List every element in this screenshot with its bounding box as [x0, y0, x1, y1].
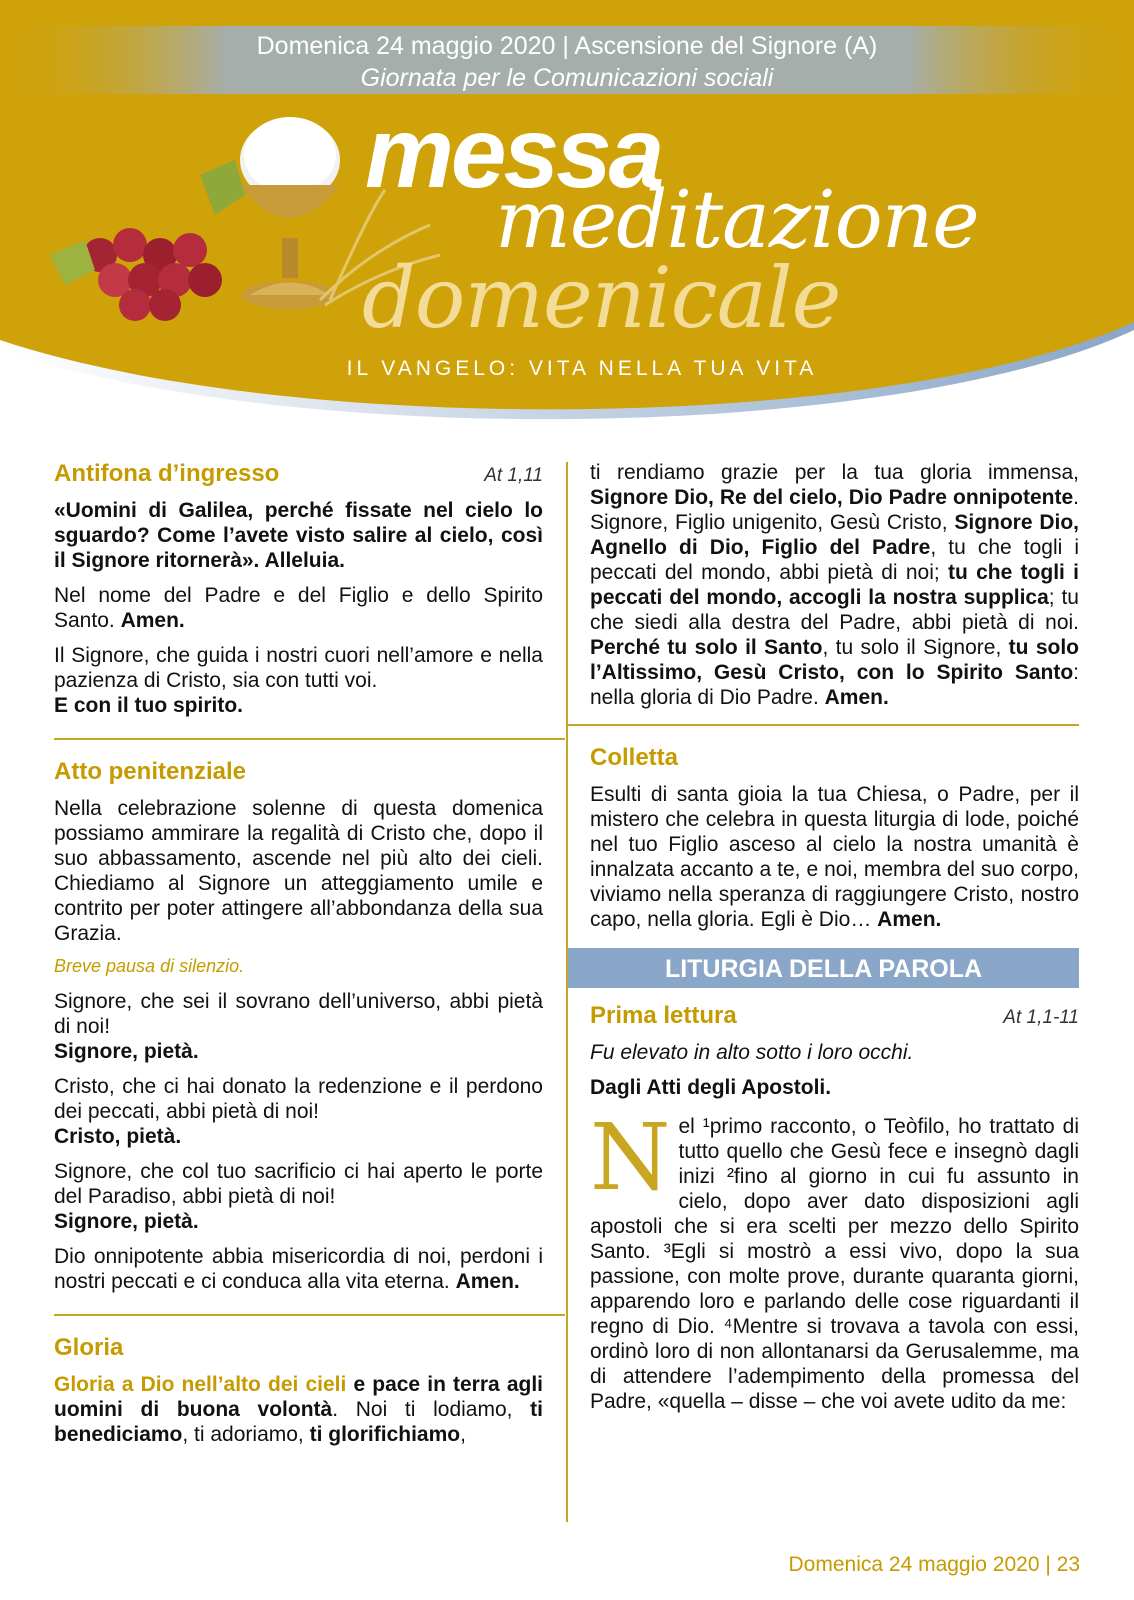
masthead-title-domenicale: domenicale: [362, 249, 841, 347]
issue-header: [0, 30, 1134, 94]
masthead-title-messa: messa: [365, 97, 662, 209]
section-title: Atto penitenziale: [54, 758, 247, 785]
reading-source: Dagli Atti degli Apostoli.: [590, 1076, 832, 1099]
section-title: Prima lettura: [590, 1002, 737, 1029]
invocation-3: Signore, che col tuo sacrificio ci hai aperto le porte del Paradiso, abbi pietà di noi! Signore, pietà.: [54, 1160, 543, 1233]
masthead-tagline: IL VANGELO: VITA NELLA TUA VITA: [346, 357, 818, 380]
absolution: Dio onnipotente abbia misericordia di noi, perdoni i nostri peccati e ci conduca alla vita eterna. Amen.: [54, 1245, 543, 1293]
section-title: Gloria: [54, 1334, 124, 1361]
rubric: Breve pausa di silenzio.: [54, 956, 245, 976]
section-divider: [568, 724, 1079, 726]
reading-text: Nel ¹primo racconto, o Teòfilo, ho trattato di tutto quello che Gesù fece e insegnò dagli inizi ²fino al giorno in cui fu assunto in cielo, dopo aver dato disposizioni agli apostoli che si era scelti per mezzo dello Spirito Santo. ³Egli si mostrò a essi vivo, dopo la sua passione, con molte prove, durante quaranta giorni, apparendo loro e parlando delle cose riguardanti il regno di Dio. ⁴Mentre si trovava a tavola con essi, ordinò loro di non allontanarsi da Gerusalemme, ma di attendere l’adempimento della promessa del Padre, «quella – disse – che voi avete udito da me:: [590, 1104, 1079, 1413]
sign-of-cross: Nel nome del Padre e del Figlio e dello Spirito Santo. Amen.: [54, 584, 543, 632]
page-footer: Domenica 24 maggio 2020 | 23: [788, 1553, 1080, 1576]
invocation-1: Signore, che sei il sovrano dell’universo, abbi pietà di noi! Signore, pietà.: [54, 990, 543, 1063]
section-atto-penitenziale: [54, 758, 543, 1294]
section-divider: [54, 1314, 565, 1316]
gloria-text-part1: Gloria a Dio nell’alto dei cieli e pace in terra agli uomini di buona volontà. Noi ti lodiamo, ti benediciamo, ti adoriamo, ti glorifichiamo,: [54, 1373, 543, 1446]
right-column: [590, 460, 1079, 1424]
issue-date-line: Domenica 24 maggio 2020 | Ascensione del Signore (A): [256, 32, 878, 60]
atto-intro: Nella celebrazione solenne di questa domenica possiamo ammirare la regalità di Cristo che, dopo il suo abbassamento, ascende nel più alto dei cieli. Chiediamo al Signore un atteggiamento umile e contrito per poter attingere all’abbondanza della sua Grazia.: [54, 797, 543, 945]
column-divider: [566, 462, 568, 1522]
section-prima-lettura: [590, 1002, 1079, 1414]
section-antifona: [54, 460, 543, 718]
gloria-text-part2: ti rendiamo grazie per la tua gloria immensa, Signore Dio, Re del cielo, Dio Padre onnipotente. Signore, Figlio unigenito, Gesù Cristo, Signore Dio, Agnello di Dio, Figlio del Padre, tu che togli i peccati del mondo, abbi pietà di noi; tu che togli i peccati del mondo, accogli la nostra supplica; tu che siedi alla destra del Padre, abbi pietà di noi. Perché tu solo il Santo, tu solo il Signore, tu solo l’Altissimo, Gesù Cristo, con lo Spirito Santo: nella gloria di Dio Padre. Amen.: [590, 461, 1080, 709]
section-title: Antifona d’ingresso: [54, 460, 280, 487]
reading-summary: Fu elevato in alto sotto i loro occhi.: [590, 1041, 914, 1064]
liturgia-band: LITURGIA DELLA PAROLA: [568, 948, 1079, 988]
greeting: Il Signore, che guida i nostri cuori nell’amore e nella pazienza di Cristo, sia con tutti voi. E con il tuo spirito.: [54, 644, 543, 717]
drop-cap: N: [590, 1104, 671, 1211]
section-gloria: [54, 1334, 543, 1447]
scripture-ref: At 1,1-11: [1003, 1007, 1079, 1028]
issue-subtitle: Giornata per le Comunicazioni sociali: [360, 64, 774, 92]
masthead-title-meditazione: meditazione: [495, 173, 979, 266]
scripture-ref: At 1,11: [484, 465, 543, 486]
invocation-2: Cristo, che ci hai donato la redenzione e il perdono dei peccati, abbi pietà di noi! Cristo, pietà.: [54, 1075, 543, 1148]
colletta-text: Esulti di santa gioia la tua Chiesa, o Padre, per il mistero che celebra in questa liturgia di lode, poiché nel tuo Figlio asceso al cielo la nostra umanità è innalzata accanto a te, e noi, membra del suo corpo, viviamo nella speranza di raggiungere Cristo, nostro capo, nella gloria. Egli è Dio… Amen.: [590, 783, 1079, 931]
masthead: [0, 0, 1134, 450]
section-colletta: [590, 744, 1079, 932]
section-divider: [54, 738, 565, 740]
antifona-text: «Uomini di Galilea, perché fissate nel cielo lo sguardo? Come l’avete visto salire al cielo, così il Signore ritornerà». Alleluia.: [54, 499, 543, 572]
left-column: [54, 460, 543, 1457]
section-title: Colletta: [590, 744, 679, 771]
